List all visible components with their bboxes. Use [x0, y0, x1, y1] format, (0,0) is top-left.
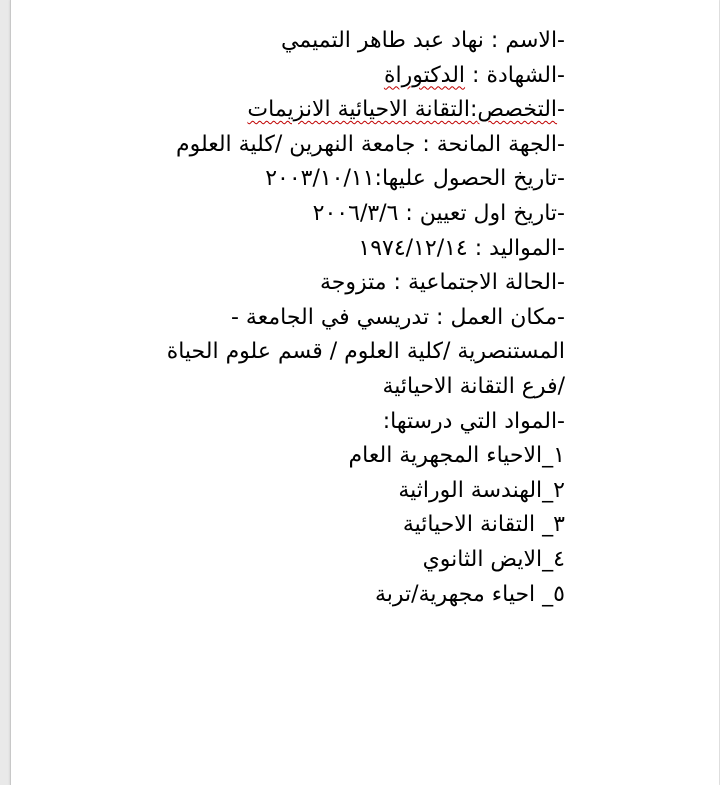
subject-item: ١_الاحياء المجهرية العام — [348, 443, 565, 469]
workplace-line-2: المستنصرية /كلية العلوم / قسم علوم الحياة — [166, 339, 565, 365]
subject-item: ٤_الايض الثانوي — [422, 546, 565, 572]
subject-item: ٥_ احياء مجهرية/تربة — [375, 581, 565, 607]
degree-value-spellcheck: الدكتوراة — [383, 62, 466, 88]
workplace-line-3: /فرع التقانة الاحيائية — [382, 373, 565, 399]
specialization-line — [145, 93, 565, 128]
specialization-value-spellcheck: :التقانة الاحيائية الانزيمات — [247, 97, 478, 123]
document-body[interactable] — [145, 24, 565, 612]
degree-line — [145, 59, 565, 94]
marital-status-line: -الحالة الاجتماعية : متزوجة — [319, 270, 565, 296]
subject-item: ٣_ التقانة الاحيائية — [402, 512, 565, 538]
workplace-line-1: -مكان العمل : تدريسي في الجامعة - — [231, 304, 565, 330]
birth-date-line: -المواليد : ١٩٧٤/١٢/١٤ — [358, 235, 565, 261]
subjects-heading: -المواد التي درستها: — [382, 408, 565, 434]
first-appointment-line: -تاريخ اول تعيين : ٢٠٠٦/٣/٦ — [312, 200, 565, 226]
degree-label: -الشهادة : — [465, 62, 565, 88]
subject-item: ٢_الهندسة الوراثية — [398, 477, 565, 503]
date-obtained-line: -تاريخ الحصول عليها:٢٠٠٣/١٠/١١ — [265, 166, 565, 192]
name-line: -الاسم : نهاد عبد طاهر التميمي — [281, 28, 565, 53]
specialization-dash: - — [557, 97, 565, 123]
document-page — [10, 0, 719, 785]
granting-body-line: -الجهة المانحة : جامعة النهرين /كلية العلوم — [175, 131, 565, 157]
specialization-word-spellcheck: التخصص — [477, 97, 558, 123]
